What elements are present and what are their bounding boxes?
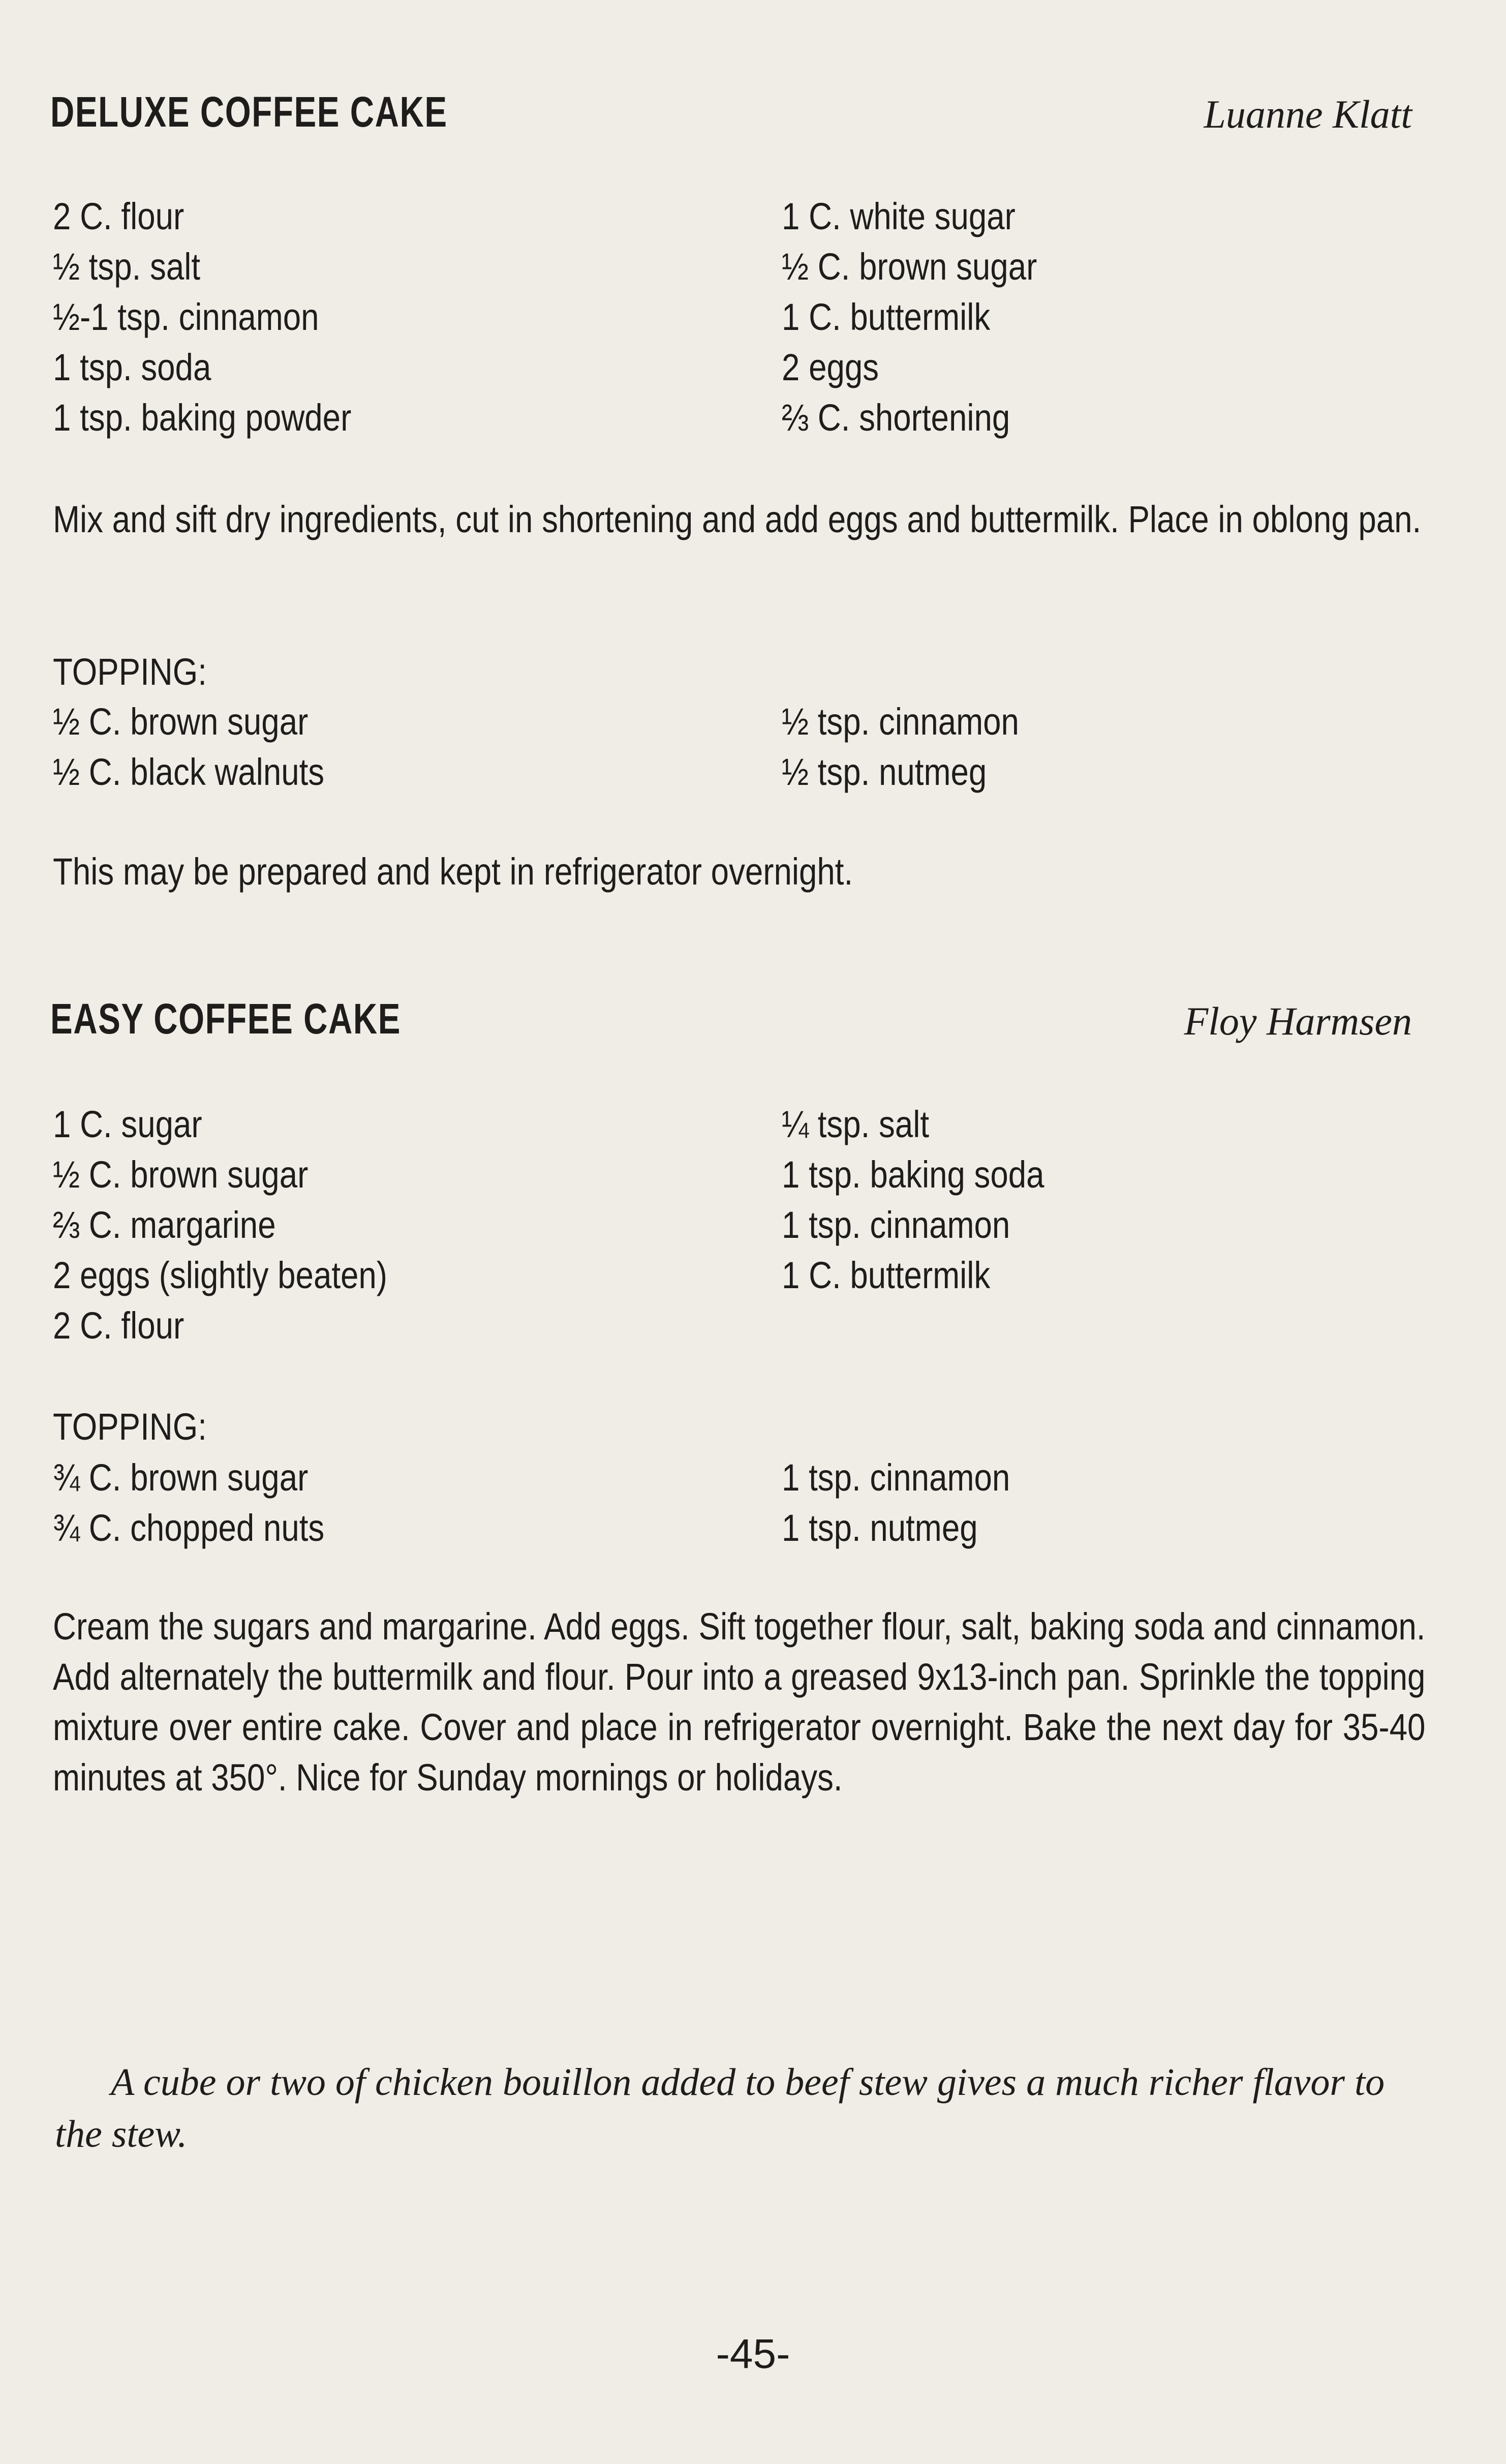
ingredient: 1 C. sugar <box>53 1103 202 1145</box>
ingredient: 2 eggs (slightly beaten) <box>53 1254 388 1296</box>
ingredient: 1 tsp. soda <box>53 346 211 388</box>
ingredient: ½ C. black walnuts <box>53 751 325 793</box>
ingredient: 2 C. flour <box>53 195 185 237</box>
topping-left-column <box>53 1452 324 1553</box>
recipe-instructions: Mix and sift dry ingredients, cut in shortening and add eggs and buttermilk. Place in oblong pan. <box>53 498 1422 540</box>
recipe-title: EASY COFFEE CAKE <box>50 995 401 1043</box>
recipe-instructions: Cream the sugars and margarine. Add eggs. Sift together flour, salt, baking soda and cinnamon. Add alternately the buttermilk and flour. Pour into a greased 9x13-inch pan. Sprinkle the topping mixture over entire cake. Cover and place in refrigerator overnight. Bake the next day for 35-40 minutes at 350°. Nice for Sunday mornings or holidays. <box>53 1605 1426 1799</box>
ingredient: ¼ tsp. salt <box>782 1103 930 1145</box>
ingredient: ½ tsp. nutmeg <box>782 751 987 793</box>
ingredients-left-column <box>53 191 351 443</box>
ingredient: 1 tsp. nutmeg <box>782 1507 978 1549</box>
ingredient: ½ C. brown sugar <box>53 701 309 743</box>
ingredient: ¾ C. brown sugar <box>53 1456 309 1499</box>
ingredient: 2 C. flour <box>53 1304 185 1347</box>
ingredient: ½-1 tsp. cinnamon <box>53 296 319 338</box>
ingredient: 1 tsp. cinnamon <box>782 1204 1010 1246</box>
topping-label: TOPPING: <box>53 651 207 693</box>
ingredient: 1 C. white sugar <box>782 195 1016 237</box>
ingredient: ½ tsp. salt <box>53 246 201 288</box>
ingredient: ½ tsp. cinnamon <box>782 701 1019 743</box>
ingredients-right-column <box>782 1099 1044 1300</box>
ingredient: ½ C. brown sugar <box>782 246 1037 288</box>
ingredients-right-column <box>782 191 1037 443</box>
ingredient: ¾ C. chopped nuts <box>53 1507 325 1549</box>
recipe-author: Floy Harmsen <box>1184 999 1412 1043</box>
recipe-author: Luanne Klatt <box>1204 92 1412 136</box>
ingredients-left-column <box>53 1099 387 1351</box>
topping-left-column <box>53 696 324 797</box>
topping-label: TOPPING: <box>53 1406 207 1448</box>
page-number: -45- <box>716 2331 790 2377</box>
ingredient: 1 C. buttermilk <box>782 296 991 338</box>
ingredient: 1 tsp. cinnamon <box>782 1456 1010 1499</box>
ingredient: 1 tsp. baking soda <box>782 1153 1044 1196</box>
recipe-title: DELUXE COFFEE CAKE <box>50 88 448 136</box>
ingredient: ⅔ C. margarine <box>53 1204 276 1246</box>
topping-right-column <box>782 1452 1010 1553</box>
ingredient: ½ C. brown sugar <box>53 1153 309 1196</box>
ingredient: 1 tsp. baking powder <box>53 397 352 439</box>
recipe-note: This may be prepared and kept in refrigerator overnight. <box>53 850 853 893</box>
ingredient: 1 C. buttermilk <box>782 1254 991 1296</box>
topping-right-column <box>782 696 1019 797</box>
ingredient: 2 eggs <box>782 346 879 388</box>
ingredient: ⅔ C. shortening <box>782 397 1010 439</box>
cooking-tip: A cube or two of chicken bouillon added to beef stew gives a much richer flavor to the stew. <box>55 2061 1385 2155</box>
